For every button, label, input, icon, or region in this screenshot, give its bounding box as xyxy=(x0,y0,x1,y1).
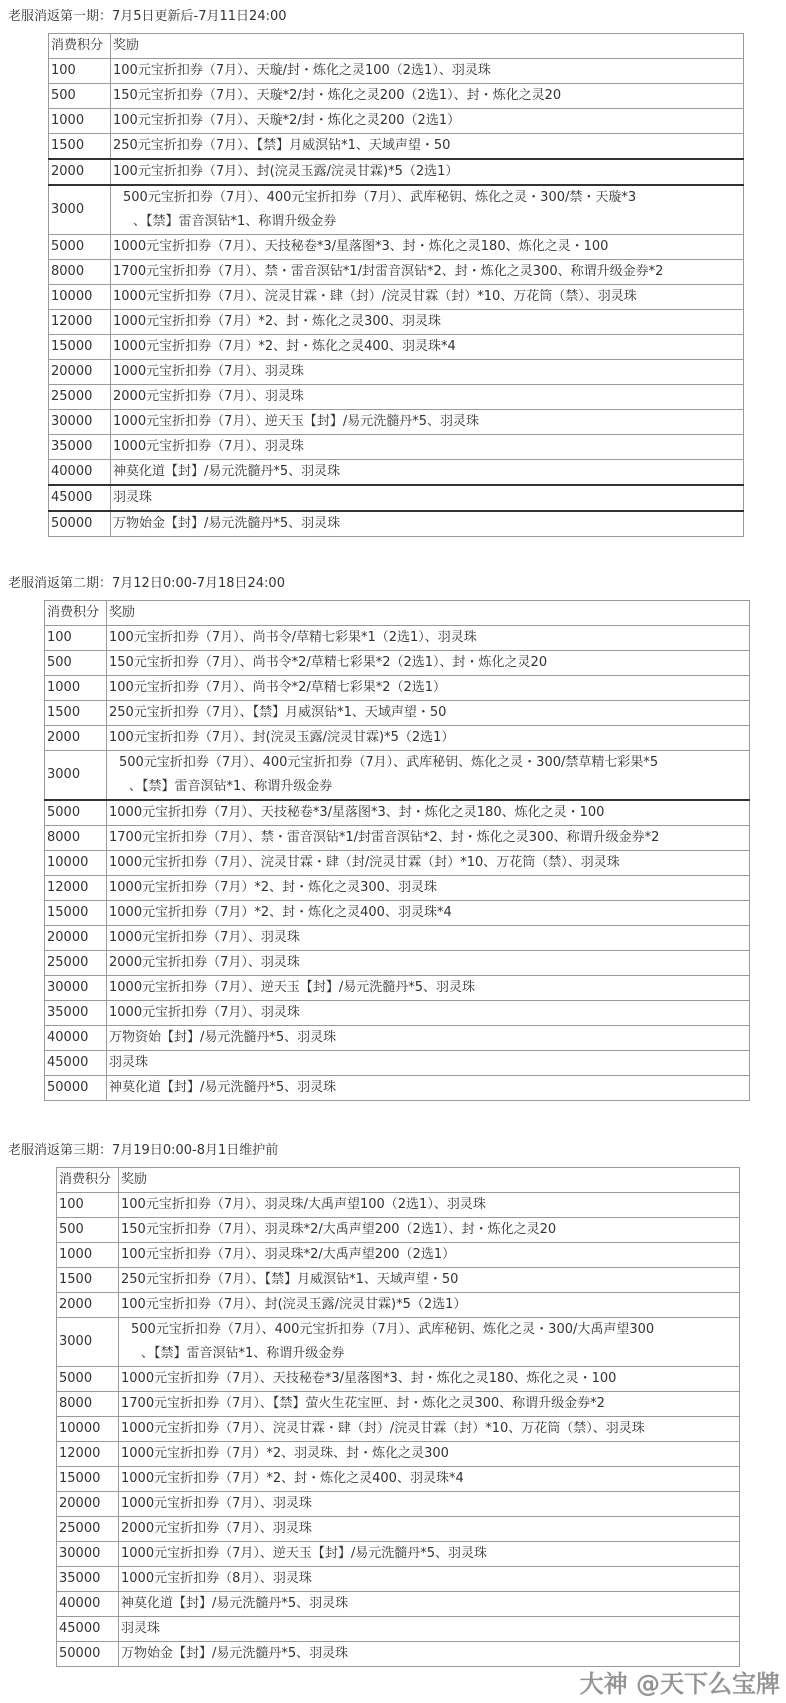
table-row xyxy=(49,159,744,185)
table-row xyxy=(45,626,750,651)
table-row xyxy=(49,260,744,285)
reward-cell: 1000元宝折扣券（7月）*2、封・炼化之灵300、羽灵珠 xyxy=(111,310,744,335)
reward-cell: 100元宝折扣券（7月）、天璇*2/封・炼化之灵200（2选1） xyxy=(111,109,744,134)
table-row xyxy=(57,1243,740,1268)
points-cell: 12000 xyxy=(57,1442,119,1467)
points-cell: 8000 xyxy=(45,826,107,851)
reward-cell: 1000元宝折扣券（7月）*2、封・炼化之灵400、羽灵珠*4 xyxy=(107,901,750,926)
table-row xyxy=(57,1417,740,1442)
table-row xyxy=(45,876,750,901)
points-cell: 12000 xyxy=(45,876,107,901)
reward-cell: 100元宝折扣券（7月）、封(浣灵玉露/浣灵甘霖)*5（2选1） xyxy=(111,159,744,185)
section-title: 老服消返第三期：7月19日0:00-8月1日维护前 xyxy=(8,1143,279,1158)
reward-cell: 神莫化道【封】/易元洗髓丹*5、羽灵珠 xyxy=(111,460,744,486)
header-points: 消费积分 xyxy=(57,1168,119,1193)
table-row xyxy=(57,1268,740,1293)
table-row xyxy=(45,926,750,951)
table-row xyxy=(49,134,744,160)
watermark: 大神 @天下么宝牌 xyxy=(579,1670,780,1698)
points-cell: 35000 xyxy=(45,1001,107,1026)
reward-cell: 1000元宝折扣券（7月）、浣灵甘霖・肆（封）/浣灵甘霖（封）*10、万花筒（禁）、羽灵珠 xyxy=(111,285,744,310)
table-row xyxy=(45,826,750,851)
points-cell: 5000 xyxy=(49,235,111,260)
table-header-row xyxy=(49,34,744,59)
table-row xyxy=(45,726,750,751)
points-cell: 20000 xyxy=(49,360,111,385)
points-cell: 50000 xyxy=(45,1076,107,1101)
reward-line: 、【禁】雷音溟钻*1、称谓升级金券 xyxy=(133,214,337,229)
points-cell: 40000 xyxy=(57,1592,119,1617)
reward-cell: 100元宝折扣券（7月）、封(浣灵玉露/浣灵甘霖)*5（2选1） xyxy=(107,726,750,751)
reward-cell xyxy=(111,185,744,235)
points-cell: 25000 xyxy=(57,1517,119,1542)
points-cell: 35000 xyxy=(49,435,111,460)
header-reward: 奖励 xyxy=(107,601,750,626)
reward-cell: 1000元宝折扣券（7月）、浣灵甘霖・肆（封）/浣灵甘霖（封）*10、万花筒（禁）、羽灵珠 xyxy=(119,1417,740,1442)
table-row xyxy=(57,1318,740,1367)
table-row xyxy=(45,1001,750,1026)
table-row xyxy=(49,410,744,435)
table-row xyxy=(57,1293,740,1318)
reward-cell: 150元宝折扣券（7月）、天璇*2/封・炼化之灵200（2选1）、封・炼化之灵20 xyxy=(111,84,744,109)
reward-line: 、【禁】雷音溟钻*1、称谓升级金券 xyxy=(129,779,333,794)
table-row xyxy=(57,1392,740,1417)
reward-cell: 万物始金【封】/易元洗髓丹*5、羽灵珠 xyxy=(111,511,744,537)
table-row xyxy=(49,109,744,134)
reward-cell: 1700元宝折扣券（7月）、禁・雷音溟钻*1/封雷音溟钻*2、封・炼化之灵300、称谓升级金券*2 xyxy=(111,260,744,285)
section-title: 老服消返第二期：7月12日0:00-7月18日24:00 xyxy=(8,576,285,591)
points-cell: 50000 xyxy=(49,511,111,537)
reward-cell: 100元宝折扣券（7月）、封(浣灵玉露/浣灵甘霖)*5（2选1） xyxy=(119,1293,740,1318)
table-row xyxy=(45,701,750,726)
table-row xyxy=(45,676,750,701)
reward-cell: 150元宝折扣券（7月）、羽灵珠*2/大禹声望200（2选1）、封・炼化之灵20 xyxy=(119,1218,740,1243)
table-row xyxy=(45,1026,750,1051)
points-cell: 45000 xyxy=(57,1617,119,1642)
points-cell: 20000 xyxy=(45,926,107,951)
points-cell: 12000 xyxy=(49,310,111,335)
header-reward: 奖励 xyxy=(119,1168,740,1193)
header-points: 消费积分 xyxy=(49,34,111,59)
reward-table xyxy=(48,33,744,537)
reward-cell: 1000元宝折扣券（7月）、逆天玉【封】/易元洗髓丹*5、羽灵珠 xyxy=(107,976,750,1001)
points-cell: 3000 xyxy=(49,185,111,235)
table-row xyxy=(45,976,750,1001)
reward-cell: 1000元宝折扣券（7月）*2、封・炼化之灵400、羽灵珠*4 xyxy=(111,335,744,360)
table-row xyxy=(49,235,744,260)
points-cell: 15000 xyxy=(45,901,107,926)
table-row xyxy=(45,651,750,676)
table-row xyxy=(57,1193,740,1218)
reward-cell: 2000元宝折扣券（7月）、羽灵珠 xyxy=(107,951,750,976)
points-cell: 500 xyxy=(57,1218,119,1243)
points-cell: 15000 xyxy=(49,335,111,360)
points-cell: 35000 xyxy=(57,1567,119,1592)
reward-cell: 1000元宝折扣券（7月）、羽灵珠 xyxy=(111,360,744,385)
reward-cell: 神莫化道【封】/易元洗髓丹*5、羽灵珠 xyxy=(107,1076,750,1101)
points-cell: 20000 xyxy=(57,1492,119,1517)
reward-line: 500元宝折扣券（7月）、400元宝折扣券（7月）、武库秘钥、炼化之灵・300/禁・天璇*3 xyxy=(123,190,637,205)
table-row xyxy=(57,1542,740,1567)
table-row xyxy=(49,84,744,109)
points-cell: 500 xyxy=(45,651,107,676)
reward-cell: 1000元宝折扣券（7月）、羽灵珠 xyxy=(119,1492,740,1517)
table-row xyxy=(57,1617,740,1642)
reward-line: 500元宝折扣券（7月）、400元宝折扣券（7月）、武库秘钥、炼化之灵・300/大禹声望300 xyxy=(131,1322,655,1337)
table-row xyxy=(45,851,750,876)
table-row xyxy=(57,1592,740,1617)
reward-cell: 1700元宝折扣券（7月）、禁・雷音溟钻*1/封雷音溟钻*2、封・炼化之灵300、称谓升级金券*2 xyxy=(107,826,750,851)
points-cell: 30000 xyxy=(49,410,111,435)
reward-cell: 1000元宝折扣券（7月）、逆天玉【封】/易元洗髓丹*5、羽灵珠 xyxy=(111,410,744,435)
reward-cell: 250元宝折扣券（7月）、【禁】月威溟钻*1、天域声望・50 xyxy=(111,134,744,160)
reward-cell: 250元宝折扣券（7月）、【禁】月威溟钻*1、天域声望・50 xyxy=(119,1268,740,1293)
table-row xyxy=(57,1467,740,1492)
table-row xyxy=(45,751,750,801)
points-cell: 1000 xyxy=(49,109,111,134)
reward-cell: 1000元宝折扣券（7月）、羽灵珠 xyxy=(107,1001,750,1026)
table-row xyxy=(49,360,744,385)
reward-line: 、【禁】雷音溟钻*1、称谓升级金券 xyxy=(141,1346,345,1361)
points-cell: 2000 xyxy=(57,1293,119,1318)
table-row xyxy=(57,1567,740,1592)
reward-cell: 1000元宝折扣券（7月）*2、封・炼化之灵300、羽灵珠 xyxy=(107,876,750,901)
table-row xyxy=(57,1517,740,1542)
points-cell: 5000 xyxy=(45,800,107,826)
points-cell: 25000 xyxy=(45,951,107,976)
reward-cell: 100元宝折扣券（7月）、羽灵珠/大禹声望100（2选1）、羽灵珠 xyxy=(119,1193,740,1218)
points-cell: 1000 xyxy=(45,676,107,701)
points-cell: 5000 xyxy=(57,1367,119,1392)
reward-table xyxy=(56,1167,740,1667)
table-row xyxy=(49,385,744,410)
reward-cell: 1700元宝折扣券（7月）、【禁】萤火生花宝匣、封・炼化之灵300、称谓升级金券*2 xyxy=(119,1392,740,1417)
reward-cell: 1000元宝折扣券（7月）、逆天玉【封】/易元洗髓丹*5、羽灵珠 xyxy=(119,1542,740,1567)
header-points: 消费积分 xyxy=(45,601,107,626)
reward-cell: 150元宝折扣券（7月）、尚书令*2/草精七彩果*2（2选1）、封・炼化之灵20 xyxy=(107,651,750,676)
reward-cell xyxy=(119,1318,740,1367)
points-cell: 45000 xyxy=(45,1051,107,1076)
points-cell: 30000 xyxy=(57,1542,119,1567)
points-cell: 100 xyxy=(45,626,107,651)
reward-line: 500元宝折扣券（7月）、400元宝折扣券（7月）、武库秘钥、炼化之灵・300/禁草精七彩果*5 xyxy=(119,755,659,770)
table-header-row xyxy=(57,1168,740,1193)
reward-cell: 100元宝折扣券（7月）、尚书令/草精七彩果*1（2选1）、羽灵珠 xyxy=(107,626,750,651)
reward-cell: 羽灵珠 xyxy=(107,1051,750,1076)
reward-cell: 1000元宝折扣券（7月）、浣灵甘霖・肆（封/浣灵甘霖（封）*10、万花筒（禁）、羽灵珠 xyxy=(107,851,750,876)
points-cell: 1500 xyxy=(49,134,111,160)
points-cell: 45000 xyxy=(49,485,111,511)
points-cell: 50000 xyxy=(57,1642,119,1667)
table-row xyxy=(57,1642,740,1667)
table-row xyxy=(57,1492,740,1517)
reward-cell: 100元宝折扣券（7月）、羽灵珠*2/大禹声望200（2选1） xyxy=(119,1243,740,1268)
points-cell: 40000 xyxy=(45,1026,107,1051)
reward-cell: 1000元宝折扣券（7月）、羽灵珠 xyxy=(107,926,750,951)
reward-cell: 1000元宝折扣券（8月）、羽灵珠 xyxy=(119,1567,740,1592)
table-header-row xyxy=(45,601,750,626)
table-row xyxy=(45,901,750,926)
table-row xyxy=(49,59,744,84)
table-row xyxy=(57,1442,740,1467)
reward-cell: 250元宝折扣券（7月）、【禁】月威溟钻*1、天域声望・50 xyxy=(107,701,750,726)
table-row xyxy=(49,435,744,460)
reward-cell: 羽灵珠 xyxy=(119,1617,740,1642)
points-cell: 1500 xyxy=(57,1268,119,1293)
section-title: 老服消返第一期：7月5日更新后-7月11日24:00 xyxy=(8,9,287,24)
table-row xyxy=(49,485,744,511)
reward-cell: 羽灵珠 xyxy=(111,485,744,511)
reward-cell xyxy=(107,751,750,801)
points-cell: 40000 xyxy=(49,460,111,486)
table-row xyxy=(57,1367,740,1392)
header-reward: 奖励 xyxy=(111,34,744,59)
reward-cell: 万物资始【封】/易元洗髓丹*5、羽灵珠 xyxy=(107,1026,750,1051)
points-cell: 1500 xyxy=(45,701,107,726)
points-cell: 3000 xyxy=(45,751,107,801)
reward-cell: 1000元宝折扣券（7月）、天技秘卷*3/星落图*3、封・炼化之灵180、炼化之灵・100 xyxy=(107,800,750,826)
reward-cell: 1000元宝折扣券（7月）*2、羽灵珠、封・炼化之灵300 xyxy=(119,1442,740,1467)
points-cell: 8000 xyxy=(57,1392,119,1417)
points-cell: 500 xyxy=(49,84,111,109)
reward-cell: 万物始金【封】/易元洗髓丹*5、羽灵珠 xyxy=(119,1642,740,1667)
points-cell: 8000 xyxy=(49,260,111,285)
reward-table xyxy=(44,600,750,1101)
points-cell: 1000 xyxy=(57,1243,119,1268)
table-row xyxy=(49,511,744,537)
points-cell: 25000 xyxy=(49,385,111,410)
points-cell: 100 xyxy=(57,1193,119,1218)
reward-cell: 100元宝折扣券（7月）、尚书令*2/草精七彩果*2（2选1） xyxy=(107,676,750,701)
points-cell: 3000 xyxy=(57,1318,119,1367)
reward-cell: 2000元宝折扣券（7月）、羽灵珠 xyxy=(119,1517,740,1542)
points-cell: 10000 xyxy=(45,851,107,876)
points-cell: 10000 xyxy=(49,285,111,310)
table-row xyxy=(49,460,744,486)
reward-cell: 1000元宝折扣券（7月）*2、封・炼化之灵400、羽灵珠*4 xyxy=(119,1467,740,1492)
points-cell: 10000 xyxy=(57,1417,119,1442)
table-row xyxy=(45,800,750,826)
table-row xyxy=(49,310,744,335)
reward-cell: 1000元宝折扣券（7月）、羽灵珠 xyxy=(111,435,744,460)
reward-cell: 1000元宝折扣券（7月）、天技秘卷*3/星落图*3、封・炼化之灵180、炼化之灵・100 xyxy=(119,1367,740,1392)
table-row xyxy=(49,285,744,310)
points-cell: 2000 xyxy=(45,726,107,751)
table-row xyxy=(45,1051,750,1076)
reward-cell: 2000元宝折扣券（7月）、羽灵珠 xyxy=(111,385,744,410)
points-cell: 100 xyxy=(49,59,111,84)
points-cell: 30000 xyxy=(45,976,107,1001)
reward-cell: 神莫化道【封】/易元洗髓丹*5、羽灵珠 xyxy=(119,1592,740,1617)
reward-cell: 100元宝折扣券（7月）、天璇/封・炼化之灵100（2选1）、羽灵珠 xyxy=(111,59,744,84)
table-row xyxy=(45,1076,750,1101)
table-row xyxy=(57,1218,740,1243)
reward-cell: 1000元宝折扣券（7月）、天技秘卷*3/星落图*3、封・炼化之灵180、炼化之灵・100 xyxy=(111,235,744,260)
table-row xyxy=(45,951,750,976)
table-row xyxy=(49,185,744,235)
points-cell: 2000 xyxy=(49,159,111,185)
points-cell: 15000 xyxy=(57,1467,119,1492)
table-row xyxy=(49,335,744,360)
